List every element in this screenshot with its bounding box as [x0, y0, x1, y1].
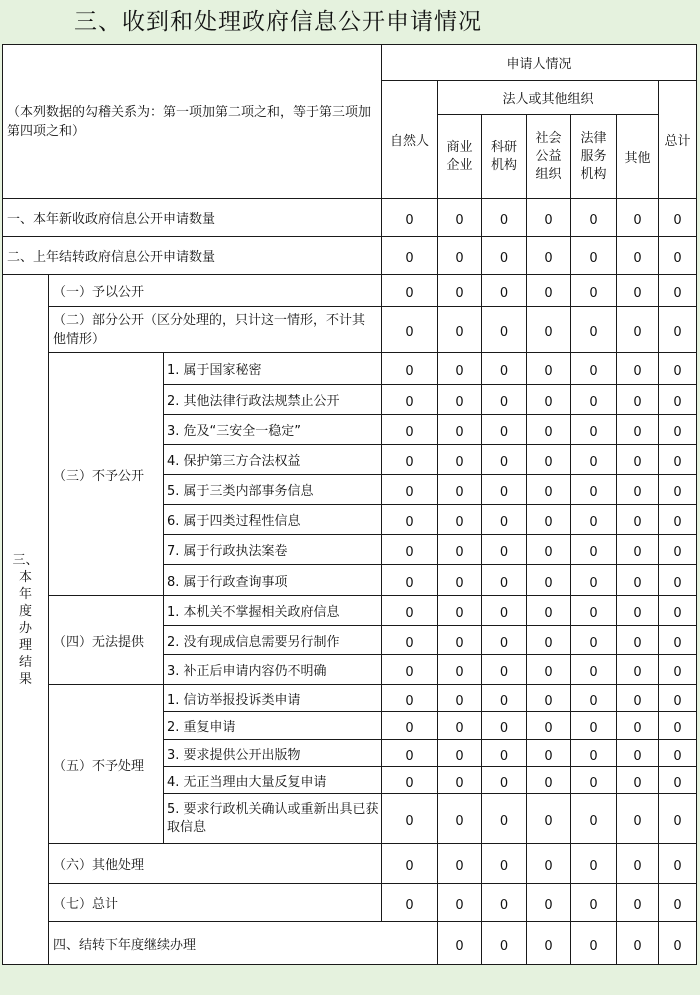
sub-row-label: 3. 危及“三安全一稳定” — [164, 415, 382, 445]
table-row — [3, 685, 697, 712]
value-cell: 0 — [617, 626, 659, 655]
value-cell: 0 — [482, 385, 527, 415]
value-cell: 0 — [382, 385, 438, 415]
sub-row-label: 2. 没有现成信息需要另行制作 — [164, 626, 382, 655]
header-social-line: 组织 — [535, 166, 562, 182]
value-cell: 0 — [571, 767, 617, 794]
value-cell: 0 — [571, 275, 617, 307]
value-cell: 0 — [571, 685, 617, 712]
value-cell: 0 — [382, 794, 438, 844]
value-cell: 0 — [382, 655, 438, 685]
value-cell: 0 — [571, 475, 617, 505]
value-cell: 0 — [617, 844, 659, 884]
sub-row-label: 5. 属于三类内部事务信息 — [164, 475, 382, 505]
value-cell: 0 — [527, 237, 571, 275]
value-cell: 0 — [659, 535, 697, 565]
group-label: （三）不予公开 — [49, 353, 164, 596]
value-cell: 0 — [617, 535, 659, 565]
value-cell: 0 — [527, 844, 571, 884]
value-cell: 0 — [659, 740, 697, 767]
header-research-line: 科研 — [491, 139, 518, 155]
value-cell: 0 — [659, 353, 697, 385]
value-cell: 0 — [438, 505, 482, 535]
result-label-char: 理 — [18, 637, 32, 653]
value-cell: 0 — [659, 237, 697, 275]
value-cell: 0 — [438, 596, 482, 626]
value-cell: 0 — [659, 922, 697, 965]
value-cell: 0 — [527, 275, 571, 307]
value-cell: 0 — [659, 685, 697, 712]
value-cell: 0 — [438, 767, 482, 794]
value-cell: 0 — [617, 685, 659, 712]
value-cell: 0 — [527, 626, 571, 655]
value-cell: 0 — [482, 199, 527, 237]
value-cell: 0 — [527, 307, 571, 353]
value-cell: 0 — [571, 415, 617, 445]
sub-row-label: 7. 属于行政执法案卷 — [164, 535, 382, 565]
sub-row-label: 4. 无正当理由大量反复申请 — [164, 767, 382, 794]
value-cell: 0 — [438, 844, 482, 884]
header-other: 其他 — [617, 115, 659, 199]
value-cell: 0 — [617, 275, 659, 307]
value-cell: 0 — [482, 535, 527, 565]
value-cell: 0 — [659, 199, 697, 237]
value-cell: 0 — [617, 712, 659, 740]
value-cell: 0 — [617, 794, 659, 844]
value-cell: 0 — [571, 445, 617, 475]
row-label: （七）总计 — [49, 884, 382, 922]
value-cell: 0 — [617, 475, 659, 505]
table-row — [3, 353, 697, 385]
value-cell: 0 — [617, 353, 659, 385]
value-cell: 0 — [438, 740, 482, 767]
value-cell: 0 — [527, 535, 571, 565]
value-cell: 0 — [617, 237, 659, 275]
value-cell: 0 — [617, 199, 659, 237]
value-cell: 0 — [659, 565, 697, 596]
value-cell: 0 — [659, 505, 697, 535]
value-cell: 0 — [659, 596, 697, 626]
value-cell: 0 — [482, 596, 527, 626]
result-label-char: 办 — [18, 620, 32, 636]
sub-row-label: 4. 保护第三方合法权益 — [164, 445, 382, 475]
value-cell: 0 — [482, 767, 527, 794]
group-label: （五）不予处理 — [49, 685, 164, 844]
value-cell: 0 — [382, 237, 438, 275]
table-row — [3, 844, 697, 884]
value-cell: 0 — [659, 884, 697, 922]
value-cell: 0 — [438, 353, 482, 385]
result-label-char: 度 — [18, 603, 32, 619]
value-cell: 0 — [438, 535, 482, 565]
value-cell: 0 — [482, 275, 527, 307]
value-cell: 0 — [482, 922, 527, 965]
value-cell: 0 — [659, 415, 697, 445]
value-cell: 0 — [571, 844, 617, 884]
value-cell: 0 — [482, 505, 527, 535]
value-cell: 0 — [438, 275, 482, 307]
result-section-label — [3, 275, 49, 965]
value-cell: 0 — [382, 505, 438, 535]
header-commercial-line: 商业 — [446, 139, 473, 155]
header-legal-service — [571, 115, 617, 199]
row-label: 四、结转下年度继续办理 — [49, 922, 438, 965]
value-cell: 0 — [617, 767, 659, 794]
value-cell: 0 — [571, 626, 617, 655]
header-total: 总计 — [659, 81, 697, 199]
value-cell: 0 — [382, 884, 438, 922]
value-cell: 0 — [527, 794, 571, 844]
value-cell: 0 — [527, 767, 571, 794]
value-cell: 0 — [617, 505, 659, 535]
row-label: （六）其他处理 — [49, 844, 382, 884]
value-cell: 0 — [382, 307, 438, 353]
value-cell: 0 — [482, 353, 527, 385]
sub-row-label: 1. 本机关不掌握相关政府信息 — [164, 596, 382, 626]
sub-row-label: 6. 属于四类过程性信息 — [164, 505, 382, 535]
sub-row-label: 3. 要求提供公开出版物 — [164, 740, 382, 767]
sub-row-label: 2. 重复申请 — [164, 712, 382, 740]
value-cell: 0 — [438, 712, 482, 740]
value-cell: 0 — [382, 712, 438, 740]
value-cell: 0 — [527, 353, 571, 385]
value-cell: 0 — [571, 794, 617, 844]
result-label-char: 年 — [18, 586, 32, 602]
value-cell: 0 — [617, 884, 659, 922]
header-commercial — [438, 115, 482, 199]
value-cell: 0 — [527, 922, 571, 965]
value-cell: 0 — [617, 740, 659, 767]
value-cell: 0 — [659, 385, 697, 415]
value-cell: 0 — [571, 237, 617, 275]
value-cell: 0 — [659, 626, 697, 655]
value-cell: 0 — [438, 922, 482, 965]
value-cell: 0 — [571, 535, 617, 565]
value-cell: 0 — [382, 475, 438, 505]
sub-row-label: 8. 属于行政查询事项 — [164, 565, 382, 596]
value-cell: 0 — [659, 275, 697, 307]
result-label-char: 果 — [18, 671, 32, 687]
sub-row-label: 1. 属于国家秘密 — [164, 353, 382, 385]
value-cell: 0 — [482, 844, 527, 884]
value-cell: 0 — [527, 712, 571, 740]
value-cell: 0 — [571, 385, 617, 415]
value-cell: 0 — [382, 275, 438, 307]
header-legal-service-line: 服务 — [580, 148, 607, 164]
value-cell: 0 — [527, 685, 571, 712]
value-cell: 0 — [482, 445, 527, 475]
table-row — [3, 199, 697, 237]
value-cell: 0 — [659, 794, 697, 844]
value-cell: 0 — [382, 445, 438, 475]
value-cell: 0 — [527, 596, 571, 626]
value-cell: 0 — [617, 415, 659, 445]
value-cell: 0 — [482, 794, 527, 844]
sub-row-label: 5. 要求行政机关确认或重新出具已获取信息 — [164, 794, 382, 844]
header-note: （本列数据的勾稽关系为：第一项加第二项之和，等于第三项加第四项之和） — [3, 45, 382, 199]
value-cell: 0 — [438, 307, 482, 353]
row-label: 二、上年结转政府信息公开申请数量 — [3, 237, 382, 275]
value-cell: 0 — [438, 445, 482, 475]
value-cell: 0 — [382, 199, 438, 237]
value-cell: 0 — [571, 712, 617, 740]
value-cell: 0 — [438, 655, 482, 685]
header-social — [527, 115, 571, 199]
value-cell: 0 — [382, 565, 438, 596]
value-cell: 0 — [438, 884, 482, 922]
sub-row-label: 3. 补正后申请内容仍不明确 — [164, 655, 382, 685]
value-cell: 0 — [659, 307, 697, 353]
value-cell: 0 — [527, 199, 571, 237]
value-cell: 0 — [659, 655, 697, 685]
value-cell: 0 — [482, 626, 527, 655]
header-research-line: 机构 — [491, 157, 518, 173]
sub-row-label: 1. 信访举报投诉类申请 — [164, 685, 382, 712]
value-cell: 0 — [482, 884, 527, 922]
header-applicant: 申请人情况 — [382, 45, 697, 81]
header-legal-service-line: 机构 — [580, 166, 607, 182]
row-label: （一）予以公开 — [49, 275, 382, 307]
sub-row-label: 2. 其他法律行政法规禁止公开 — [164, 385, 382, 415]
value-cell: 0 — [438, 475, 482, 505]
value-cell: 0 — [482, 475, 527, 505]
value-cell: 0 — [617, 445, 659, 475]
value-cell: 0 — [438, 565, 482, 596]
table-row — [3, 922, 697, 965]
value-cell: 0 — [571, 596, 617, 626]
table-row — [3, 275, 697, 307]
value-cell: 0 — [659, 767, 697, 794]
value-cell: 0 — [527, 415, 571, 445]
value-cell: 0 — [659, 712, 697, 740]
header-research — [482, 115, 527, 199]
value-cell: 0 — [382, 767, 438, 794]
value-cell: 0 — [482, 712, 527, 740]
value-cell: 0 — [617, 385, 659, 415]
value-cell: 0 — [527, 565, 571, 596]
value-cell: 0 — [482, 565, 527, 596]
value-cell: 0 — [438, 626, 482, 655]
value-cell: 0 — [382, 415, 438, 445]
table-row — [3, 596, 697, 626]
header-commercial-line: 企业 — [446, 157, 473, 173]
value-cell: 0 — [382, 353, 438, 385]
value-cell: 0 — [482, 307, 527, 353]
header-legal-person: 法人或其他组织 — [438, 81, 659, 115]
value-cell: 0 — [571, 565, 617, 596]
result-label-char: 结 — [18, 654, 32, 670]
header-social-line: 公益 — [535, 148, 562, 164]
value-cell: 0 — [571, 307, 617, 353]
value-cell: 0 — [482, 415, 527, 445]
row-label: 一、本年新收政府信息公开申请数量 — [3, 199, 382, 237]
table-row — [3, 237, 697, 275]
value-cell: 0 — [438, 237, 482, 275]
value-cell: 0 — [382, 626, 438, 655]
value-cell: 0 — [571, 922, 617, 965]
value-cell: 0 — [438, 199, 482, 237]
value-cell: 0 — [571, 199, 617, 237]
value-cell: 0 — [438, 385, 482, 415]
value-cell: 0 — [571, 655, 617, 685]
value-cell: 0 — [482, 685, 527, 712]
value-cell: 0 — [617, 655, 659, 685]
value-cell: 0 — [438, 685, 482, 712]
value-cell: 0 — [438, 794, 482, 844]
value-cell: 0 — [617, 922, 659, 965]
page-title: 三、收到和处理政府信息公开申请情况 — [74, 9, 482, 35]
value-cell: 0 — [527, 655, 571, 685]
value-cell: 0 — [659, 844, 697, 884]
value-cell: 0 — [659, 475, 697, 505]
value-cell: 0 — [571, 505, 617, 535]
value-cell: 0 — [571, 353, 617, 385]
value-cell: 0 — [482, 655, 527, 685]
value-cell: 0 — [527, 884, 571, 922]
value-cell: 0 — [382, 844, 438, 884]
value-cell: 0 — [527, 445, 571, 475]
result-label-char: 三、 — [12, 552, 39, 568]
header-social-line: 社会 — [535, 130, 562, 146]
value-cell: 0 — [527, 505, 571, 535]
value-cell: 0 — [382, 535, 438, 565]
value-cell: 0 — [571, 884, 617, 922]
value-cell: 0 — [527, 475, 571, 505]
value-cell: 0 — [571, 740, 617, 767]
value-cell: 0 — [617, 307, 659, 353]
value-cell: 0 — [382, 740, 438, 767]
value-cell: 0 — [659, 445, 697, 475]
application-table — [2, 44, 697, 965]
value-cell: 0 — [438, 415, 482, 445]
result-label-char: 本 — [18, 569, 32, 585]
value-cell: 0 — [617, 565, 659, 596]
value-cell: 0 — [482, 740, 527, 767]
table-row — [3, 307, 697, 353]
row-label: （二）部分公开（区分处理的，只计这一情形，不计其他情形） — [49, 307, 382, 353]
header-legal-service-line: 法律 — [580, 130, 607, 146]
value-cell: 0 — [382, 596, 438, 626]
value-cell: 0 — [527, 740, 571, 767]
header-natural-person: 自然人 — [382, 81, 438, 199]
value-cell: 0 — [382, 685, 438, 712]
value-cell: 0 — [482, 237, 527, 275]
value-cell: 0 — [617, 596, 659, 626]
group-label: （四）无法提供 — [49, 596, 164, 685]
value-cell: 0 — [527, 385, 571, 415]
table-row — [3, 884, 697, 922]
